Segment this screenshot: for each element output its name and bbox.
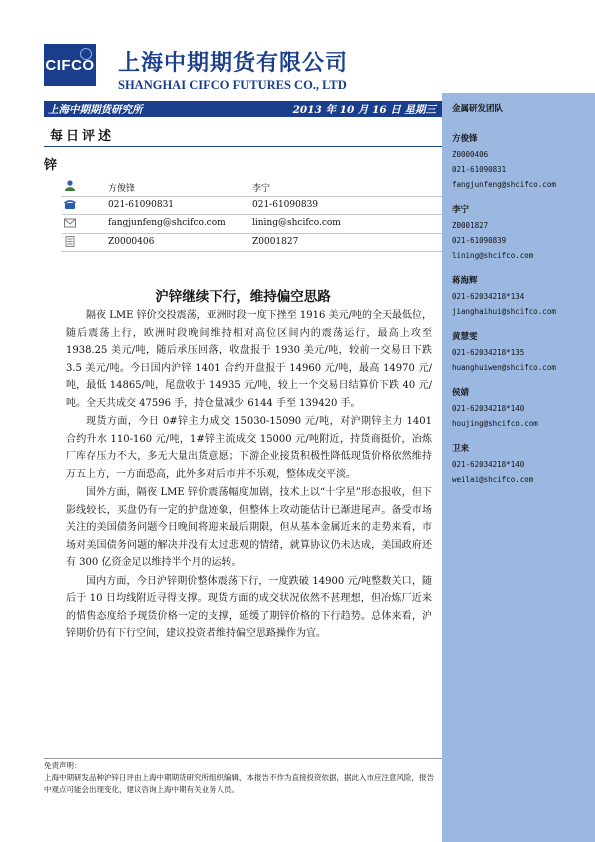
logo-text: CIFCO	[45, 56, 95, 74]
contact-row-ids	[62, 234, 442, 253]
member-email[interactable]: fangjunfeng@shcifco.com	[452, 180, 556, 189]
member-phone: 021-62034218*134	[452, 292, 525, 301]
article-paragraph: 国外方面，隔夜 LME 锌价震荡幅度加剧，技术上以“十字星”形态报收，但下影线较长，买盘仍有一定的护盘迹象，但整体上攻动能估计已渐进尾声。备受市场关注的美国债务问题今日晚间将迎来最后期限，但从基本金属近来的走势来看，市场对美国债务问题的解决并没有太过悲观的情绪，就算协议仍未达成，美国政府还有 300 亿资金足以维持半个月的运转。	[66, 487, 432, 568]
article-title: 沪锌继续下行，维持偏空思路	[155, 289, 331, 305]
team-member	[452, 203, 556, 260]
member-name: 卫来	[452, 444, 470, 454]
company-logo	[44, 44, 96, 86]
member-phone: 021-62034218*135	[452, 348, 525, 357]
analyst-email-1[interactable]: fangjunfeng@shcifco.com	[108, 218, 226, 228]
email-icon	[64, 217, 76, 228]
article-paragraph: 现货方面，今日 0#锌主力成交 15030-15090 元/吨，对沪期锌主力 1401 合约升水 110-160 元/吨，1#锌主流成交 15000 元/吨附近，持货商挺价，冶炼厂库存压力不大，多无大量出货意愿；下游企业接货积极性降低现货价格依然维持万五上方，一方面恐高，此外多对后市并不乐观，整体成交平淡。	[66, 416, 432, 480]
team-member	[452, 274, 556, 316]
member-name: 李宁	[452, 205, 470, 215]
analyst-name-2: 李宁	[252, 184, 271, 194]
person-icon	[64, 180, 76, 191]
member-license: Z0001827	[452, 221, 489, 230]
document-icon	[64, 236, 76, 247]
team-member	[452, 330, 556, 372]
analyst-license-2: Z0001827	[252, 236, 299, 247]
analyst-phone-1: 021-61090831	[108, 199, 175, 210]
member-name: 黄慧雯	[452, 332, 478, 342]
member-name: 侯婧	[452, 388, 470, 398]
article-body	[66, 307, 432, 644]
phone-icon	[64, 199, 76, 210]
divider	[44, 146, 442, 147]
member-email[interactable]: jianghaihui@shcifco.com	[452, 307, 556, 316]
member-name: 蒋海辉	[452, 276, 478, 286]
section-title: 每日评述	[50, 129, 115, 144]
member-phone: 021-62034218*140	[452, 404, 525, 413]
globe-icon	[80, 48, 92, 60]
team-member	[452, 442, 556, 484]
institute-name: 上海中期期货研究所	[48, 104, 143, 116]
disclaimer-title: 免责声明：	[44, 761, 82, 770]
member-phone: 021-62034218*140	[452, 460, 525, 469]
member-phone: 021-61090839	[452, 236, 507, 245]
article-paragraph: 国内方面，今日沪锌期价整体震荡下行，一度跌破 14900 元/吨整数关口，随后于 10 日均线附近寻得支撑。现货方面的成交状况依然不甚理想，但冶炼厂近来的惜售态度给予现货价格一定的支撑，延缓了期锌价格的下行趋势。总体来看，沪锌期价仍有下行空间，建议投资者维持偏空思路操作为宜。	[66, 575, 432, 639]
team-member	[452, 386, 556, 428]
article-paragraph: 隔夜 LME 锌价交投震荡，亚洲时段一度下挫至 1916 美元/吨的全天最低位，随后震荡上行，欧洲时段晚间维持相对高位区间内的震荡运行，最高上攻至 1938.25 美元/吨，随后承压回落，收盘报于 1930 美元/吨，较前一交易日下跌 3.5 美元/吨。今日国内沪锌 1401 合约开盘报于 14960 元/吨，最高 14970 元/吨，最低 14865/吨，尾盘收于 14935 元/吨，较上一个交易日结算价下跌 40 元/吨。全天共成交 47596 手，持仓量减少 6144 手至 139420 手。	[66, 310, 432, 409]
team-title: 金属研发团队	[452, 103, 504, 113]
member-email[interactable]: huanghuiwen@shcifco.com	[452, 363, 556, 372]
member-name: 方俊锋	[452, 134, 478, 144]
member-email[interactable]: lining@shcifco.com	[452, 251, 534, 260]
company-name-cn: 上海中期期货有限公司	[118, 51, 349, 76]
contact-row-phones	[62, 197, 442, 216]
disclaimer	[44, 760, 438, 796]
commodity-label: 锌	[44, 158, 58, 173]
team-member	[452, 132, 556, 189]
member-phone: 021-61090831	[452, 165, 507, 174]
header-bar	[44, 101, 442, 117]
analyst-email-2[interactable]: lining@shcifco.com	[252, 218, 341, 228]
contact-row-names	[62, 178, 442, 197]
research-team	[452, 102, 556, 498]
divider	[44, 758, 442, 759]
disclaimer-text: 上海中期研发品种沪锌日评由上海中期期货研究所组织编辑，本报告不作为直接投资依据，据此入市应注意风险，报告中观点可能会出现变化，建议咨询上海中期有关业务人员。	[44, 773, 434, 794]
member-email[interactable]: weilai@shcifco.com	[452, 475, 534, 484]
contact-row-emails	[62, 215, 442, 234]
member-license: Z0000406	[452, 150, 489, 159]
analyst-name-1: 方俊锋	[108, 184, 136, 194]
analyst-contacts	[62, 178, 442, 252]
report-date: 2013 年 10 月 16 日 星期三	[292, 104, 436, 116]
member-email[interactable]: houjing@shcifco.com	[452, 419, 538, 428]
analyst-license-1: Z0000406	[108, 236, 155, 247]
analyst-phone-2: 021-61090839	[252, 199, 319, 210]
company-name-en: SHANGHAI CIFCO FUTURES CO., LTD	[118, 78, 347, 92]
